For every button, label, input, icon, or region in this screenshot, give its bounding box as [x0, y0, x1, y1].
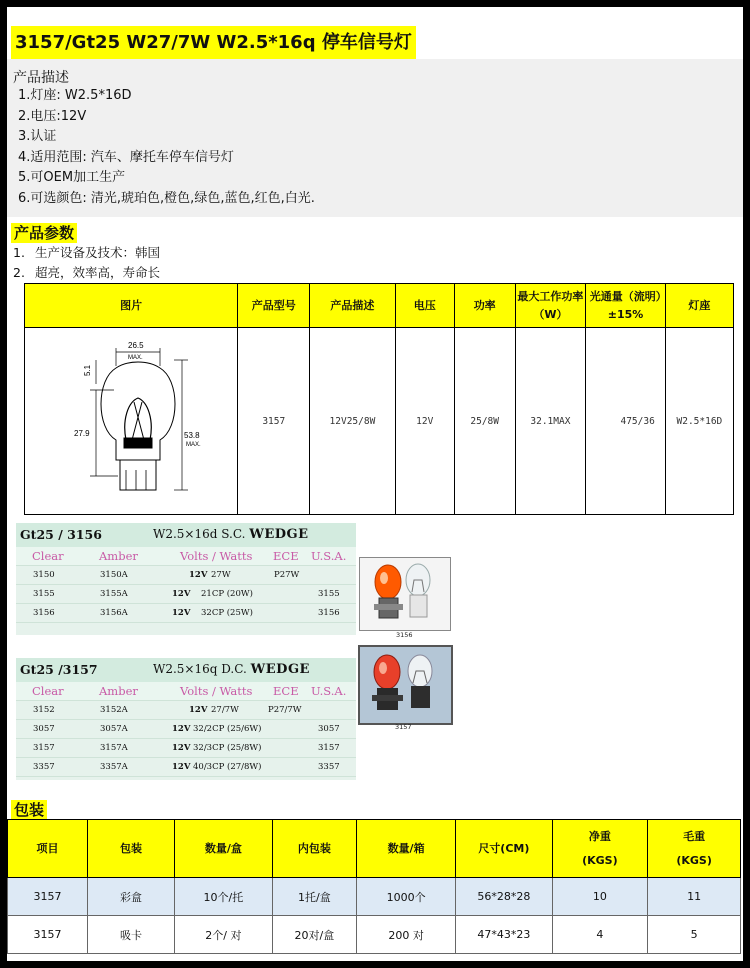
gross-weight-unit: (KGS): [676, 853, 712, 867]
pack-header-qty-carton: 数量/箱: [356, 820, 455, 878]
spec-cell-description: 12V25/8W: [310, 328, 395, 515]
pack-cell: 56*28*28: [456, 878, 552, 916]
wedge-cell-usa: 3057: [318, 724, 340, 734]
params-item-number: 1.: [13, 245, 25, 260]
page-title: 3157/Gt25 W27/7W W2.5*16q 停车信号灯: [11, 26, 416, 60]
spec-header-max-power: 最大工作功率（W）: [515, 284, 586, 328]
pack-header-package: 包装: [87, 820, 174, 878]
wedge-row: [16, 566, 356, 585]
spec-cell-lumen: 475/36: [586, 328, 666, 515]
pack-header-size: 尺寸(CM): [456, 820, 552, 878]
description-item: 2.电压:12V: [18, 108, 87, 124]
photo-label-3157: 3157: [395, 723, 412, 731]
wedge-cell-clear: 3057: [33, 724, 55, 734]
wedge-title-bar: [16, 523, 356, 547]
description-item: 1.灯座: W2.5*16D: [18, 88, 132, 103]
wedge-cell-watts: 32/2CP (25/6W): [193, 724, 262, 734]
wedge-cell-usa: 3156: [318, 608, 340, 618]
wedge-cell-amber: 3155A: [100, 589, 128, 599]
params-item-text: 生产设备及技术：韩国: [35, 245, 161, 260]
wedge-row: [16, 720, 356, 739]
wedge-col-volts: Volts / Watts: [180, 549, 253, 563]
pack-cell: 4: [552, 916, 648, 954]
wedge-table-3157: [16, 658, 356, 780]
wedge-code: Gt25 / 3156: [20, 527, 102, 542]
packaging-table: [7, 819, 741, 954]
wedge-cell-volts: 12V: [172, 762, 191, 772]
wedge-cell-watts: 32/3CP (25/8W): [193, 743, 262, 753]
spec-header-row: [25, 284, 734, 328]
pack-header-gross-weight: [648, 820, 741, 878]
wedge-col-usa: U.S.A.: [311, 684, 347, 698]
dim-height-label: 53.8: [184, 430, 200, 440]
wedge-cell-clear: 3155: [33, 589, 55, 599]
filament-mount: [124, 438, 152, 448]
spec-row: [25, 328, 734, 515]
packaging-row: [8, 878, 741, 916]
photo-label-3156: 3156: [396, 631, 413, 639]
spec-header-base: 灯座: [665, 284, 733, 328]
wedge-cell-usa: 3157: [318, 743, 340, 753]
wedge-cell-amber: 3150A: [100, 570, 128, 580]
bulb-photo-image: [360, 647, 451, 723]
pack-cell: 1托/盒: [272, 878, 356, 916]
description-heading: 产品描述: [13, 70, 69, 86]
gross-weight-label: 毛重: [683, 829, 706, 843]
params-item: [13, 243, 160, 263]
spec-cell-power: 25/8W: [454, 328, 515, 515]
wedge-cell-amber: 3157A: [100, 743, 128, 753]
packaging-row: [8, 916, 741, 954]
net-weight-label: 净重: [588, 829, 611, 843]
wedge-table-3156: [16, 523, 356, 635]
wedge-row: [16, 758, 356, 777]
wedge-cell-clear: 3150: [33, 570, 55, 580]
wedge-row: [16, 604, 356, 623]
wedge-cell-clear: 3152: [33, 705, 55, 715]
dim-height-max-label: MAX.: [186, 441, 201, 448]
pack-cell: 5: [648, 916, 741, 954]
wedge-title-bar: [16, 658, 356, 682]
pack-cell: 3157: [8, 916, 88, 954]
bulb-photo-3157: [358, 645, 453, 725]
spec-header-lumen: 光通量（流明）±15%: [586, 284, 666, 328]
pack-cell: 吸卡: [87, 916, 174, 954]
params-item: [13, 263, 160, 283]
spec-cell-max-power: 32.1MAX: [515, 328, 586, 515]
wedge-row: [16, 701, 356, 720]
wedge-cell-watts: 40/3CP (27/8W): [193, 762, 262, 772]
wedge-type-bold: WEDGE: [250, 662, 310, 677]
wedge-col-clear: Clear: [32, 684, 64, 698]
pack-cell: 47*43*23: [456, 916, 552, 954]
pack-cell: 20对/盒: [272, 916, 356, 954]
wedge-col-amber: Amber: [99, 549, 138, 563]
wedge-cell-ece: P27W: [274, 570, 300, 580]
bulb-drawing: [56, 340, 206, 500]
wedge-col-clear: Clear: [32, 549, 64, 563]
wedge-type: [153, 527, 309, 542]
dim-top-label: 5.1: [83, 364, 93, 376]
pack-header-qty-box: 数量/盒: [174, 820, 272, 878]
pack-cell: 3157: [8, 878, 88, 916]
wedge-code: Gt25 /3157: [20, 662, 98, 677]
net-weight-unit: (KGS): [582, 853, 618, 867]
pack-cell: 彩盒: [87, 878, 174, 916]
packaging-heading: 包装: [11, 800, 47, 821]
pack-header-net-weight: [552, 820, 648, 878]
spec-cell-image: [25, 328, 238, 515]
description-list: [18, 86, 315, 210]
wedge-cell-volts: 12V: [189, 705, 208, 715]
bulb-base: [120, 460, 156, 490]
wedge-cell-volts: 12V: [172, 724, 191, 734]
wedge-type-prefix: W2.5×16q D.C.: [153, 662, 247, 676]
wedge-cell-clear: 3156: [33, 608, 55, 618]
spec-cell-model: 3157: [238, 328, 310, 515]
pack-cell: 10个/托: [174, 878, 272, 916]
params-list: [13, 243, 160, 283]
wedge-cell-amber: 3152A: [100, 705, 128, 715]
page: [7, 7, 743, 961]
bulb-photo-image: [360, 558, 450, 630]
spec-header-description: 产品描述: [310, 284, 395, 328]
wedge-cell-volts: 12V: [172, 608, 191, 618]
wedge-cell-clear: 3357: [33, 762, 55, 772]
wedge-cell-watts: 27/7W: [211, 705, 239, 715]
description-item: 4.适用范围: 汽车、摩托车停车信号灯: [18, 149, 234, 165]
wedge-header-row: [16, 682, 356, 701]
packaging-header-row: [8, 820, 741, 878]
wedge-cell-clear: 3157: [33, 743, 55, 753]
spec-header-power: 功率: [454, 284, 515, 328]
pack-cell: 2个/ 对: [174, 916, 272, 954]
dim-width-label: 26.5: [128, 340, 144, 350]
pack-cell: 11: [648, 878, 741, 916]
pack-cell: 10: [552, 878, 648, 916]
wedge-type-prefix: W2.5×16d S.C.: [153, 527, 246, 541]
wedge-type: [153, 662, 310, 677]
dim-width-max-label: MAX.: [128, 354, 143, 361]
pack-cell: 200 对: [356, 916, 455, 954]
description-item: 6.可选颜色: 清光,琥珀色,橙色,绿色,蓝色,红色,白光.: [18, 190, 315, 206]
pack-header-inner: 内包装: [272, 820, 356, 878]
spec-header-image: 图片: [25, 284, 238, 328]
pack-header-item: 项目: [8, 820, 88, 878]
dim-left-label: 27.9: [74, 428, 90, 438]
params-heading: 产品参数: [11, 223, 77, 243]
spec-header-voltage: 电压: [395, 284, 454, 328]
wedge-cell-amber: 3357A: [100, 762, 128, 772]
wedge-cell-watts: 32CP (25W): [201, 608, 253, 618]
wedge-cell-amber: 3057A: [100, 724, 128, 734]
wedge-cell-usa: 3357: [318, 762, 340, 772]
params-item-number: 2.: [13, 265, 25, 280]
bulb-photo-3156: [359, 557, 451, 631]
wedge-cell-watts: 27W: [211, 570, 231, 580]
description-item: 3.认证: [18, 129, 57, 145]
pack-cell: 1000个: [356, 878, 455, 916]
wedge-cell-volts: 12V: [189, 570, 208, 580]
description-item: 5.可OEM加工生产: [18, 170, 126, 186]
spec-cell-voltage: 12V: [395, 328, 454, 515]
wedge-col-amber: Amber: [99, 684, 138, 698]
wedge-type-bold: WEDGE: [249, 527, 309, 542]
wedge-col-ece: ECE: [273, 684, 299, 698]
wedge-cell-ece: P27/7W: [268, 705, 302, 715]
wedge-row: [16, 739, 356, 758]
wedge-col-volts: Volts / Watts: [180, 684, 253, 698]
params-item-text: 超亮，效率高，寿命长: [35, 265, 161, 280]
wedge-cell-volts: 12V: [172, 743, 191, 753]
spec-cell-base: W2.5*16D: [665, 328, 733, 515]
wedge-row: [16, 585, 356, 604]
wedge-col-usa: U.S.A.: [311, 549, 347, 563]
spec-table: [24, 283, 734, 515]
wedge-cell-volts: 12V: [172, 589, 191, 599]
product-description: [7, 59, 743, 217]
wedge-cell-usa: 3155: [318, 589, 340, 599]
wedge-header-row: [16, 547, 356, 566]
wedge-col-ece: ECE: [273, 549, 299, 563]
wedge-cell-amber: 3156A: [100, 608, 128, 618]
wedge-cell-watts: 21CP (20W): [201, 589, 253, 599]
spec-header-model: 产品型号: [238, 284, 310, 328]
